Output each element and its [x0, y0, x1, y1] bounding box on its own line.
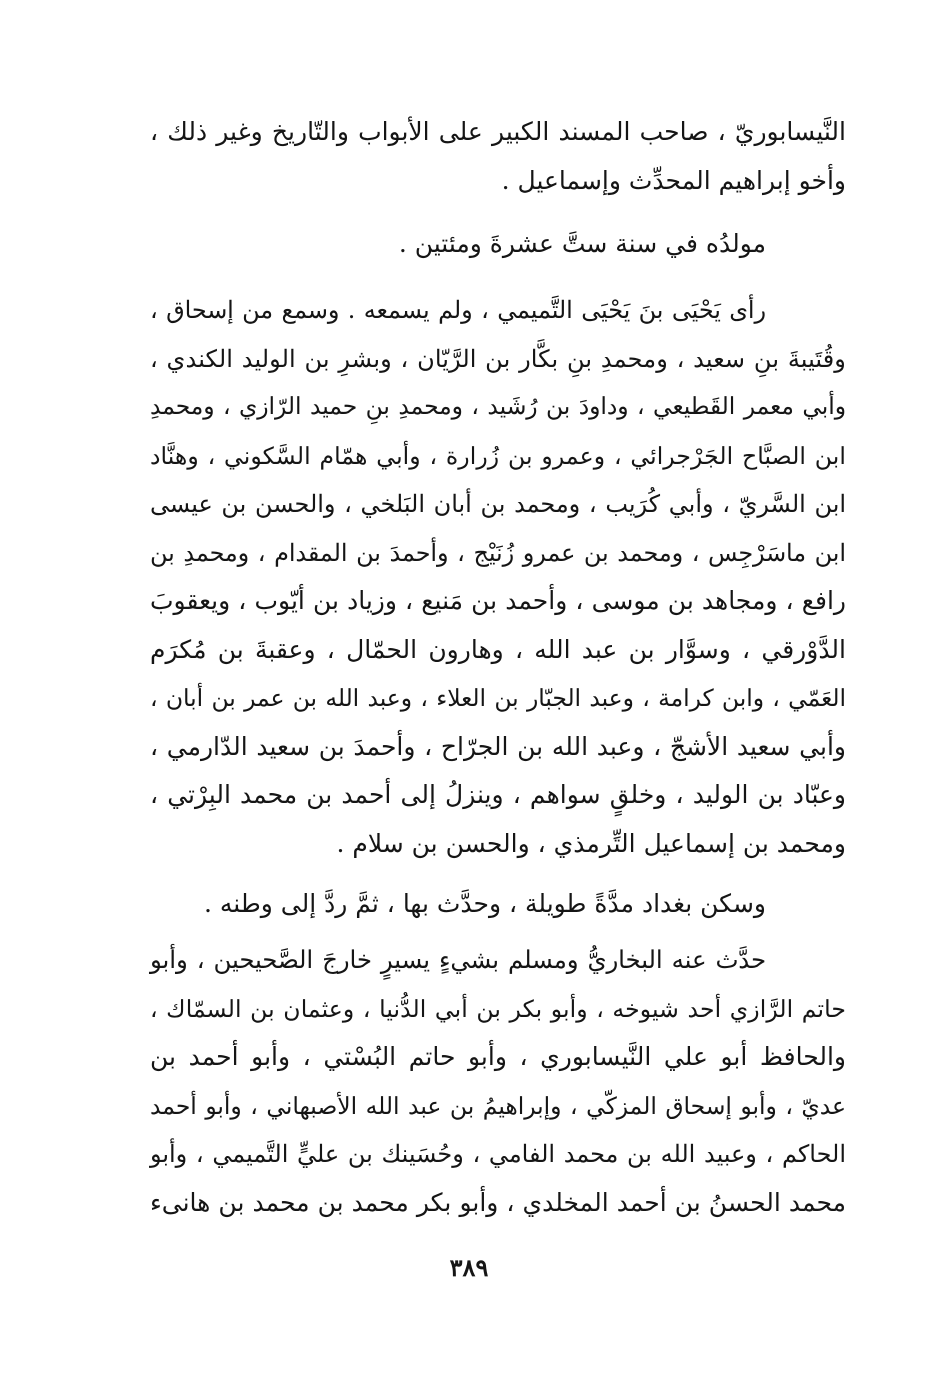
text-line: النَّيسابوريّ ، صاحب المسند الكبير على الأبواب والتّاريخ وغير ذلك ،: [150, 117, 846, 146]
text-line: وعبّاد بن الوليد ، وخلقٍ سواهم ، وينزلُ إلى أحمد بن محمد البِرْتي ،: [150, 780, 846, 809]
text-line: حاتم الرَّازي أحد شيوخه ، وأبو بكر بن أبي الدُّنيا ، وعثمان بن السمّاك ،: [150, 994, 846, 1023]
text-line: وسكن بغداد مدَّةً طويلة ، وحدَّث بها ، ثمَّ ردَّ إلى وطنه .: [204, 889, 766, 918]
text-line: وأبي سعيد الأشجّ ، وعبد الله بن الجرّاح ، وأحمدَ بن سعيد الدّارمي ،: [150, 731, 846, 761]
text-line: العَمّي ، وابن كرامة ، وعبد الجبّار بن العلاء ، وعبد الله بن عمر بن أبان ،: [150, 684, 846, 712]
paragraph-3: [150, 286, 846, 868]
text-line: ابن ماسَرْجِس ، ومحمد بن عمرو زُنَيْج ، وأحمدَ بن المقدام ، ومحمدِ بن: [150, 538, 846, 567]
text-line: والحافظ أبو علي النَّيسابوري ، وأبو حاتم البُسْتي ، وأبو أحمد بن: [150, 1042, 846, 1071]
page-number: ٣٨٩: [449, 1253, 489, 1282]
paragraph-4: [150, 880, 846, 929]
text-line: عديّ ، وأبو إسحاق المزكّي ، وإبراهيمُ بن عبد الله الأصبهاني ، وأبو أحمد: [150, 1091, 846, 1120]
text-line: رأى يَحْيَى بنَ يَحْيَى التَّميمي ، ولم يسمعه . وسمع من إسحاق ،: [150, 296, 766, 324]
text-line: ومحمد بن إسماعيل التِّرمذي ، والحسن بن سلام .: [336, 828, 846, 858]
paragraph-1: [150, 108, 846, 205]
paragraph-5: [150, 936, 846, 1227]
text-line: وأخو إبراهيم المحدِّث وإسماعيل .: [501, 165, 846, 195]
text-line: ابن السَّريّ ، وأبي كُرَيب ، ومحمد بن أبان البَلخي ، والحسن بن عيسى: [150, 490, 846, 518]
text-line: حدَّث عنه البخاريُّ ومسلم بشيءٍ يسيرٍ خارجَ الصَّحيحين ، وأبو: [150, 945, 766, 974]
paragraph-2: [150, 220, 846, 269]
text-line: محمد الحسنُ بن أحمد المخلدي ، وأبو بكر محمد بن محمد بن هانىء: [150, 1187, 846, 1217]
text-line: ابن الصبَّاح الجَرْجرائي ، وعمرو بن زُرارة ، وأبي همّام السَّكوني ، وهنَّاد: [150, 441, 846, 470]
text-line: الدَّوْرقي ، وسوَّار بن عبد الله ، وهارون الحمّال ، وعقبةَ بن مُكرَم: [150, 634, 846, 664]
text-line: مولدُه في سنة ستَّ عشرةَ ومئتين .: [398, 229, 766, 258]
text-line: رافع ، ومجاهد بن موسى ، وأحمد بن مَنيع ، وزياد بن أيّوب ، ويعقوبَ: [150, 586, 846, 615]
text-line: وقُتَيبةَ بنِ سعيد ، ومحمدِ بنِ بكَّار بن الرَّيّان ، وبشرِ بن الوليد الكندي ،: [150, 344, 847, 373]
text-line: الحاكم ، وعبيد الله بن محمد الفامي ، وحُسَينك بن عليٍّ التَّميمي ، وأبو: [150, 1140, 846, 1168]
text-line: وأبي معمر القَطيعي ، وداودَ بن رُشَيد ، ومحمدِ بنِ حميد الرّازي ، ومحمدِ: [150, 393, 846, 420]
